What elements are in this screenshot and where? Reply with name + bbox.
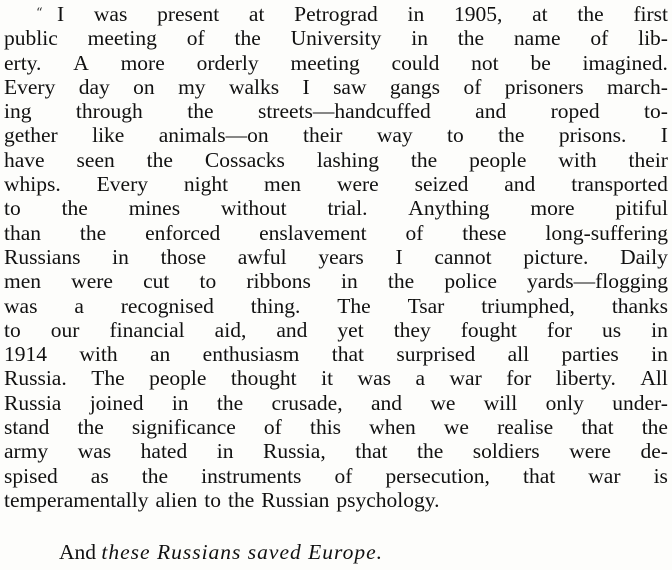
word: that (331, 342, 365, 367)
text-line (4, 488, 668, 512)
word: meeting (87, 26, 157, 51)
closing-plain-text: And (59, 540, 102, 564)
word: in (171, 390, 189, 415)
word: streets—handcuffed (257, 99, 431, 124)
word: an (149, 342, 171, 367)
text-line (4, 415, 668, 439)
word: gether (4, 123, 58, 148)
word: I (302, 74, 310, 99)
word: orderly (196, 50, 259, 75)
word: in (341, 269, 358, 294)
word: picture. (523, 244, 589, 269)
word: I (57, 2, 65, 26)
text-line (4, 123, 668, 147)
word: years (318, 244, 364, 269)
word: the (187, 99, 214, 124)
word: long-suffering (545, 220, 668, 245)
word: was (77, 439, 112, 464)
word: I (660, 123, 668, 148)
word: lib- (638, 26, 668, 51)
word: crusade, (271, 390, 343, 415)
word: to (447, 123, 464, 148)
word: their (303, 123, 343, 148)
word: my (178, 74, 206, 99)
word: like (92, 123, 125, 148)
word: be (530, 50, 551, 75)
word: spised (4, 463, 58, 488)
word: our (50, 317, 80, 342)
word: yet (337, 317, 364, 342)
text-line (4, 464, 668, 488)
word: imagined. (582, 50, 668, 75)
text-line (4, 2, 668, 26)
word: was (357, 366, 391, 391)
word: that (581, 415, 614, 440)
word: ribbons (246, 269, 311, 294)
text-line (4, 26, 668, 50)
word: is (653, 463, 668, 488)
word: instruments (201, 463, 302, 488)
word: through (75, 99, 143, 124)
word: we (430, 390, 456, 415)
word: were (71, 269, 113, 294)
word: I (395, 244, 403, 269)
word: The (91, 366, 125, 391)
word: it (321, 366, 334, 391)
word: realise (497, 415, 554, 440)
text-line (4, 196, 668, 220)
word: was (93, 2, 128, 26)
word: ing (4, 99, 32, 124)
word: walks (228, 74, 280, 99)
word: persecution, (385, 463, 490, 488)
word: Russia. (4, 366, 67, 391)
word: night (183, 172, 229, 197)
word: in (112, 244, 129, 269)
word: joined (89, 390, 144, 415)
word: to (199, 269, 217, 294)
word: the (387, 269, 415, 294)
word: men (264, 172, 302, 197)
word: of (334, 463, 353, 488)
word: a (74, 293, 84, 318)
text-line (4, 51, 668, 75)
word: in (651, 317, 668, 342)
word: the (216, 390, 244, 415)
word: a (415, 366, 426, 391)
text-line (4, 366, 668, 390)
word: we (443, 415, 469, 440)
word: march- (606, 74, 668, 99)
word: Tsar (407, 293, 445, 318)
word: of (405, 220, 424, 245)
text-line (4, 439, 668, 463)
word: soldiers (472, 439, 540, 464)
word: erty. (4, 50, 42, 75)
word: at (248, 2, 265, 26)
word: stand (4, 415, 50, 440)
word: hated (140, 439, 188, 464)
word: Every (4, 74, 56, 99)
word: in (407, 2, 425, 26)
word: war (449, 366, 482, 391)
closing-line (59, 540, 383, 564)
word: police (444, 269, 497, 294)
word: not (471, 50, 499, 75)
text-line (4, 245, 668, 269)
word: gangs (389, 74, 441, 99)
word: more (530, 196, 575, 221)
word: on (133, 74, 155, 99)
word: way (376, 123, 413, 148)
word: liberty. (555, 366, 616, 391)
word: thought (230, 366, 297, 391)
word: the (410, 147, 438, 172)
word: Cossacks (204, 147, 285, 172)
word: financial (109, 317, 185, 342)
word: to- (644, 99, 668, 124)
word: Daily (620, 244, 668, 269)
text-line (4, 99, 668, 123)
word: significance (131, 415, 236, 440)
word: of (590, 26, 609, 51)
word: A (73, 50, 89, 75)
text-line (4, 269, 668, 293)
word: the (79, 220, 107, 245)
word: lashing (316, 147, 379, 172)
word: whips. (4, 172, 61, 197)
word: thanks (611, 293, 668, 318)
word: aid, (214, 317, 247, 342)
word: alien (155, 487, 198, 512)
text-line (4, 148, 668, 172)
word: yards—flogging (527, 269, 668, 294)
text-line (4, 172, 668, 196)
word: all (507, 342, 530, 367)
paragraph-body (4, 2, 668, 512)
word: animals—on (158, 123, 269, 148)
word: under- (612, 390, 668, 415)
word: with (79, 342, 118, 367)
word: present (157, 2, 220, 26)
word: recognised (120, 293, 214, 318)
word: the (641, 415, 668, 440)
word: the (577, 2, 604, 26)
word: Anything (408, 196, 490, 221)
word: temperamentally (4, 487, 149, 512)
word: people (469, 147, 527, 172)
word: All (640, 366, 668, 391)
word: the (234, 26, 261, 51)
word: cannot (434, 244, 492, 269)
word: Russia (4, 390, 62, 415)
word: were (569, 439, 611, 464)
word: transported (571, 172, 668, 197)
word: psychology. (336, 487, 440, 512)
word: will (483, 390, 518, 415)
word: the (416, 439, 444, 464)
word: to (4, 317, 21, 342)
word: to (4, 196, 21, 221)
word: they (393, 317, 431, 342)
word: were (336, 172, 379, 197)
word: the (146, 147, 173, 172)
word: day (78, 74, 110, 99)
text-line (4, 342, 668, 366)
word: pitiful (615, 196, 668, 221)
closing-italic-text: these Russians saved Europe. (101, 540, 383, 564)
word: in (411, 26, 428, 51)
word: seen (76, 147, 115, 172)
word: 1905, (453, 2, 503, 26)
text-line (4, 294, 668, 318)
word: Russian (261, 487, 330, 512)
word: fought (460, 317, 517, 342)
word: and (276, 317, 308, 342)
word: at (532, 2, 548, 26)
word: Russia, (262, 439, 326, 464)
word: meeting (290, 50, 360, 75)
word: have (4, 147, 45, 172)
word: mines (128, 196, 181, 221)
word: first (633, 2, 668, 26)
word: as (90, 463, 109, 488)
word: University (290, 26, 382, 51)
word: public (4, 26, 58, 51)
word: in (651, 342, 668, 367)
word: roped (550, 99, 600, 124)
word: us (602, 317, 622, 342)
word: Petrograd (294, 2, 378, 26)
word: surprised (396, 342, 476, 367)
word: for (506, 366, 532, 391)
word: name (513, 26, 561, 51)
word: more (120, 50, 165, 75)
word: was (4, 293, 38, 318)
word: enforced (145, 220, 221, 245)
word: with (558, 147, 597, 172)
word: those (160, 244, 206, 269)
word: enthusiasm (202, 342, 300, 367)
word: that (522, 463, 556, 488)
word: in (216, 439, 234, 464)
word: awful (237, 244, 287, 269)
word: enslavement (259, 220, 367, 245)
word: saw (333, 74, 367, 99)
word: the (228, 487, 255, 512)
word: prisoners (504, 74, 584, 99)
word: to (204, 487, 221, 512)
word: and (504, 172, 536, 197)
word: triumphed, (481, 293, 575, 318)
word: of (186, 26, 205, 51)
word: for (546, 317, 572, 342)
word: seized (414, 172, 469, 197)
word: and (370, 390, 402, 415)
word: cut (143, 269, 170, 294)
word: Every (96, 172, 148, 197)
word: parties (561, 342, 619, 367)
text-line (4, 221, 668, 245)
word: of (263, 415, 282, 440)
word: 1914 (4, 342, 47, 367)
word: than (4, 220, 42, 245)
word: The (337, 293, 371, 318)
text-line (4, 391, 668, 415)
word: de- (640, 439, 668, 464)
word: these (462, 220, 507, 245)
word: thing. (250, 293, 301, 318)
word: Russians (4, 244, 81, 269)
word: could (391, 50, 440, 75)
word: this (309, 415, 342, 440)
word: army (4, 439, 49, 464)
word: when (369, 415, 416, 440)
opening-quote-mark: “ (36, 6, 43, 21)
word: the (141, 463, 169, 488)
word: the (61, 196, 88, 221)
text-line (4, 75, 668, 99)
word: men (4, 269, 42, 294)
text-line (4, 318, 668, 342)
word: without (220, 196, 287, 221)
word: the (498, 123, 525, 148)
word: trial. (327, 196, 368, 221)
word: only (545, 390, 584, 415)
word: and (475, 99, 507, 124)
word: prisons. (558, 123, 627, 148)
word: their (628, 147, 668, 172)
word: of (463, 74, 482, 99)
word: the (457, 26, 485, 51)
word: people (149, 366, 207, 391)
word: the (77, 415, 104, 440)
word: that (355, 439, 388, 464)
word: war (588, 463, 621, 488)
